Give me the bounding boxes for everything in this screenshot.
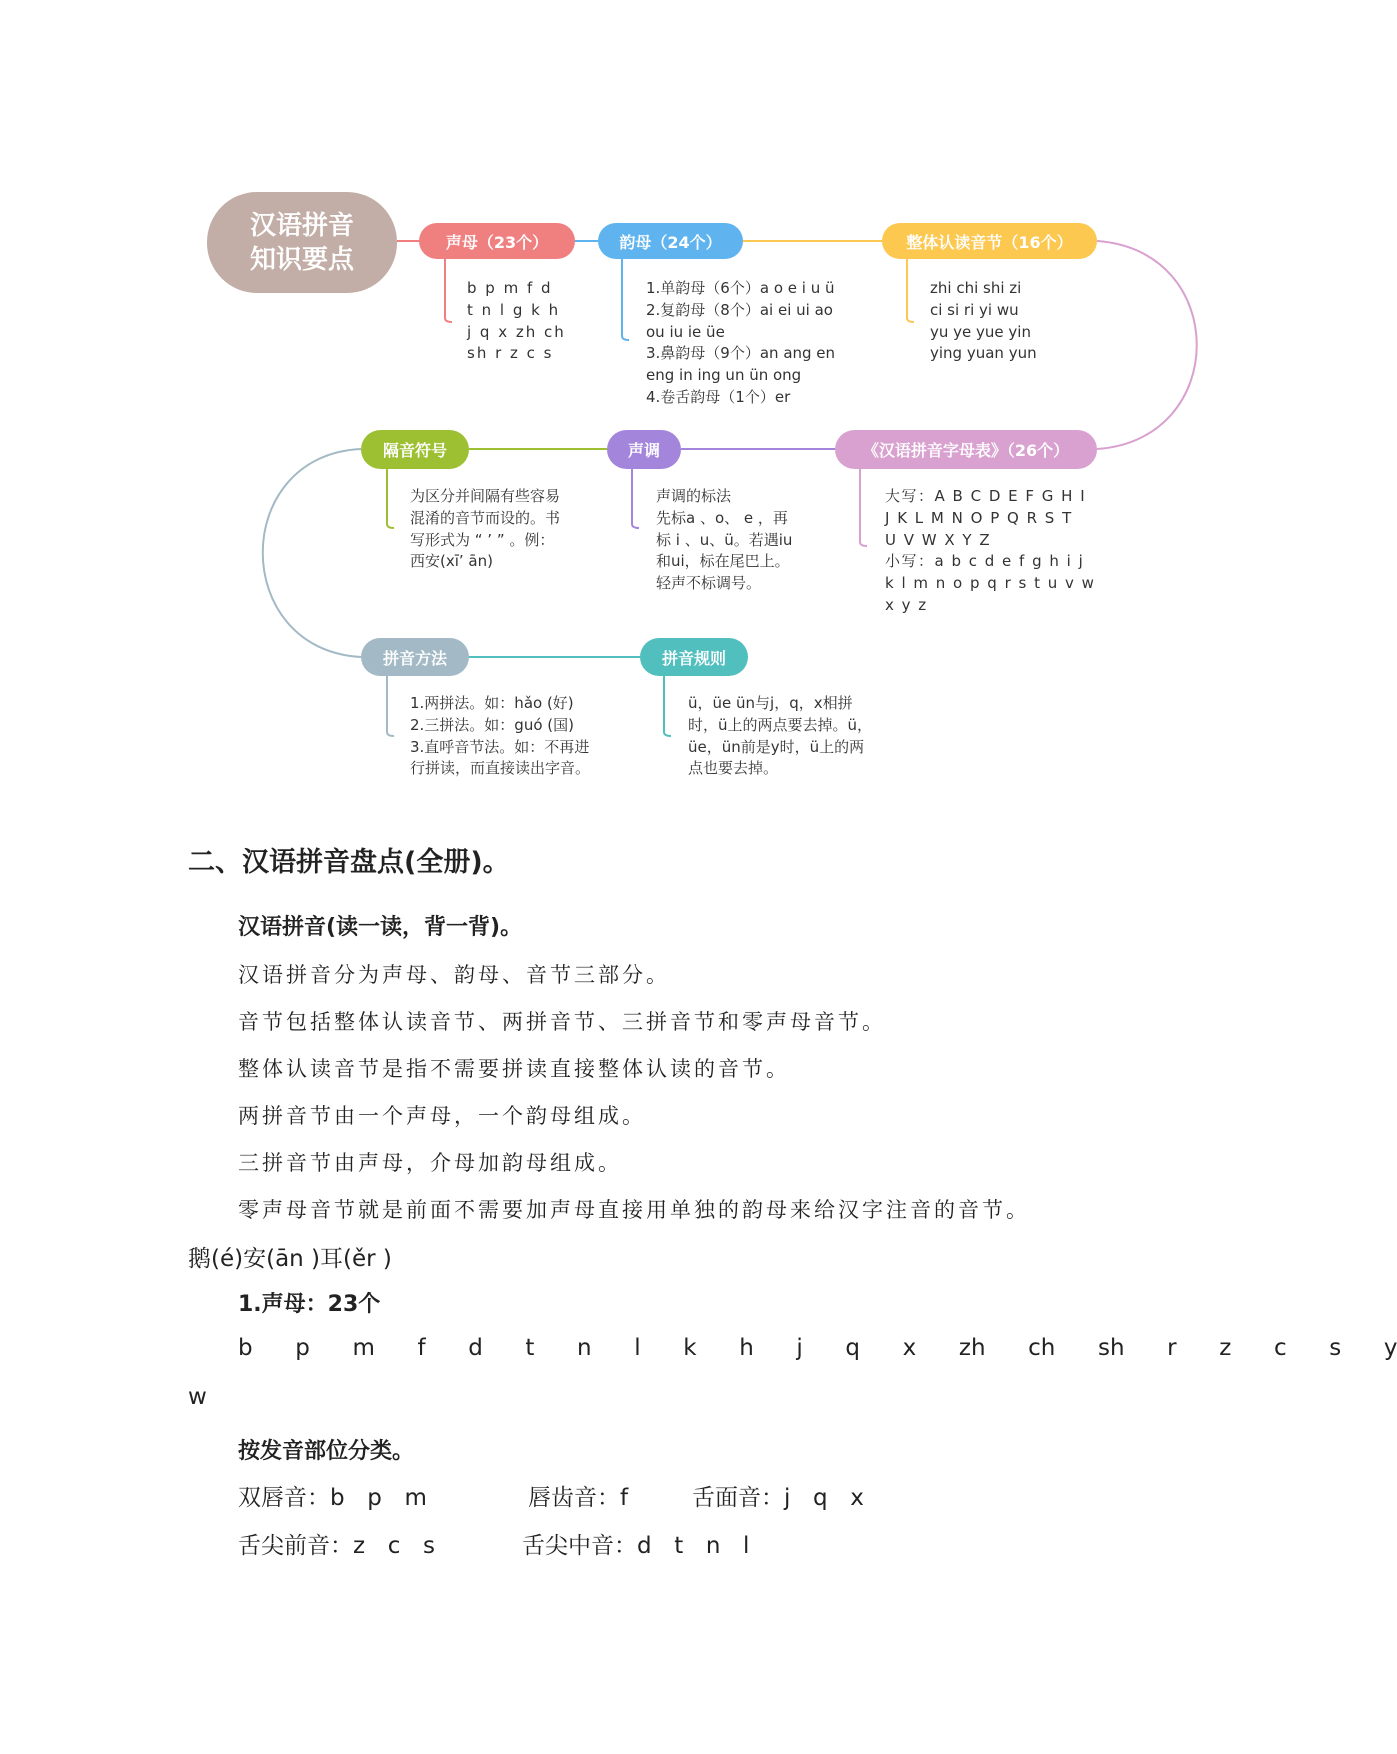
paragraph: 三拼音节由声母，介母加韵母组成。 bbox=[238, 1151, 622, 1175]
classify-title: 按发音部位分类。 bbox=[238, 1439, 415, 1464]
text-line: ü，üe ün与j，q，x相拼 bbox=[688, 694, 853, 712]
subheading: 汉语拼音(读一读，背一背)。 bbox=[238, 915, 523, 940]
text-line: üe，ün前是y时，ü上的两 bbox=[688, 737, 865, 756]
methods-text bbox=[410, 693, 590, 780]
mindmap-connectors bbox=[0, 0, 1240, 800]
text-line: 标 i 、u、ü。若遇iu bbox=[656, 530, 793, 549]
text-line: 西安(xī’ ān) bbox=[410, 552, 493, 571]
separator-text bbox=[410, 486, 560, 573]
text-line: 1.单韵母（6个）a o e i u ü bbox=[646, 279, 835, 297]
class-alveolar: 舌尖中音：d t n l bbox=[522, 1533, 750, 1559]
text-line: yu ye yue yin bbox=[930, 322, 1031, 341]
paragraph: 汉语拼音分为声母、韵母、音节三部分。 bbox=[238, 963, 670, 987]
paragraph: 零声母音节就是前面不需要加声母直接用单独的韵母来给汉字注音的音节。 bbox=[238, 1198, 1030, 1222]
node-methods: 拼音方法 bbox=[361, 638, 469, 676]
text-line: j q x zh ch bbox=[467, 322, 566, 341]
text-line: x y z bbox=[885, 595, 928, 614]
text-line: ou iu ie üe bbox=[646, 322, 725, 341]
text-line: 1.两拼法。如：hǎo (好) bbox=[410, 694, 574, 712]
text-line: t n l g k h bbox=[467, 300, 561, 319]
text-line: 大写：A B C D E F G H I bbox=[885, 487, 1087, 505]
text-line: eng in ing un ün ong bbox=[646, 366, 802, 385]
text-line: 和ui，标在尾巴上。 bbox=[656, 552, 790, 571]
text-line: 2.复韵母（8个）ai ei ui ao bbox=[646, 300, 833, 319]
node-finals: 韵母（24个） bbox=[598, 223, 743, 259]
text-line: 声调的标法 bbox=[656, 487, 732, 505]
text-line: ci si ri yi wu bbox=[930, 300, 1019, 319]
text-line: 写形式为 “ ’ ” 。例： bbox=[410, 530, 555, 549]
tones-text bbox=[656, 486, 792, 595]
finals-text bbox=[646, 278, 835, 409]
example-line: 鹅(é)安(ān )耳(ěr ) bbox=[188, 1246, 392, 1272]
initials-wrap: w bbox=[188, 1384, 207, 1410]
paragraph: 音节包括整体认读音节、两拼音节、三拼音节和零声母音节。 bbox=[238, 1010, 886, 1034]
text-line: 行拼读，而直接读出字音。 bbox=[410, 759, 591, 778]
paragraph: 整体认读音节是指不需要拼读直接整体认读的音节。 bbox=[238, 1057, 790, 1081]
initials-list: b p m f d t n l k h j q x zh ch sh r z c s y bbox=[238, 1335, 1397, 1361]
text-line: 3.直呼音节法。如：不再进 bbox=[410, 737, 590, 756]
rules-text bbox=[688, 693, 872, 780]
whole-syllables-text bbox=[930, 278, 1037, 365]
text-line: sh r z c s bbox=[467, 344, 554, 363]
text-line: 点也要去掉。 bbox=[688, 759, 779, 778]
text-line: 为区分并间隔有些容易 bbox=[410, 487, 561, 505]
alphabet-text bbox=[885, 486, 1095, 617]
center-line: 汉语拼音 bbox=[249, 210, 354, 241]
text-line: 小写：a b c d e f g h i j bbox=[885, 552, 1085, 571]
mindmap-center bbox=[207, 192, 397, 293]
text-line: 轻声不标调号。 bbox=[656, 574, 762, 593]
class-labiodental: 唇齿音：f bbox=[528, 1485, 629, 1511]
initials-text bbox=[467, 278, 566, 365]
class-palatal: 舌面音：j q x bbox=[692, 1485, 864, 1511]
text-line: 先标a 、o、 e ，再 bbox=[656, 508, 788, 527]
text-line: ying yuan yun bbox=[930, 344, 1037, 363]
center-line: 知识要点 bbox=[249, 244, 354, 275]
node-whole-syllables: 整体认读音节（16个） bbox=[882, 223, 1097, 259]
class-bilabial: 双唇音：b p m bbox=[238, 1485, 427, 1511]
section-heading: 二、汉语拼音盘点(全册)。 bbox=[188, 847, 510, 878]
node-initials: 声母（23个） bbox=[419, 223, 575, 259]
paragraph: 两拼音节由一个声母，一个韵母组成。 bbox=[238, 1104, 646, 1128]
text-line: 混淆的音节而设的。书 bbox=[410, 508, 561, 527]
node-alphabet: 《汉语拼音字母表》（26个） bbox=[835, 430, 1097, 469]
text-line: 时，ü上的两点要去掉。ü， bbox=[688, 715, 873, 734]
node-tones: 声调 bbox=[607, 430, 681, 469]
text-line: 4.卷舌韵母（1个）er bbox=[646, 387, 791, 406]
text-line: J K L M N O P Q R S T bbox=[885, 508, 1073, 527]
node-rules: 拼音规则 bbox=[640, 638, 748, 676]
initials-title: 1.声母：23个 bbox=[238, 1292, 381, 1317]
node-separator: 隔音符号 bbox=[361, 430, 469, 469]
class-dental-sibilant: 舌尖前音：z c s bbox=[238, 1533, 435, 1559]
text-line: zhi chi shi zi bbox=[930, 279, 1022, 297]
text-line: 2.三拼法。如：guó (国) bbox=[410, 715, 574, 734]
text-line: 3.鼻韵母（9个）an ang en bbox=[646, 344, 836, 363]
text-line: U V W X Y Z bbox=[885, 530, 992, 549]
text-line: b p m f d bbox=[467, 279, 553, 297]
text-line: k l m n o p q r s t u v w bbox=[885, 574, 1096, 593]
